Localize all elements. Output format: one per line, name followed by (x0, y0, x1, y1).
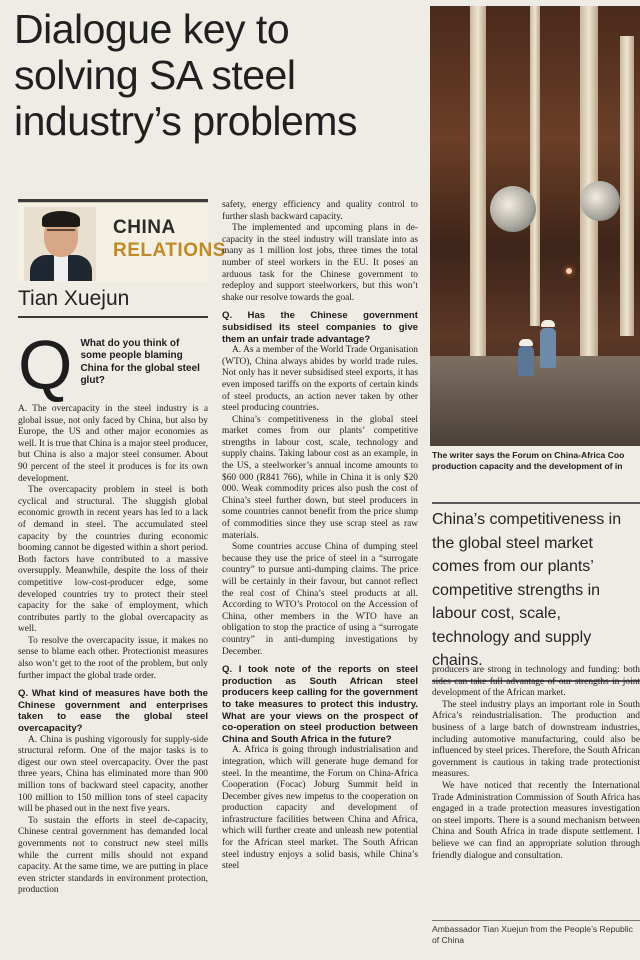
paragraph: To resolve the overcapacity issue, it makes no sense to blame each other. Protectionist measures also won’t get to the root of the problem, but only further impact the global trade order. (18, 635, 208, 681)
divider (18, 316, 208, 318)
question-4: Q. I took note of the reports on steel production as South African steel producers keep calling for the government to take measures to protect this industry. What are your views on the prospect of co-operation on steel production between China and South Africa in the future? (222, 664, 418, 745)
paragraph: A. As a member of the World Trade Organisation (WTO), China always abides by world trade rules. Not only has it never subsidised steel exports, it has even imposed tariffs on the exports of certain kinds of steel products, an action never taken by other steel producing countries. (222, 345, 418, 414)
question-1: What do you think of some people blaming China for the global steel glut? (80, 338, 200, 387)
pull-quote: China’s competitiveness in the global steel market comes from our plants’ competitive strengths in labour cost, scale, technology and supply chains. (432, 502, 640, 682)
paragraph: The overcapacity problem in steel is both cyclical and structural. The sluggish global economic growth in recent years has led to a lack of demand in steel. The accumulated steel capacity by the countries during economic booming cannot be digested within a short period. Both factors have contributed to a massive oversupply. Meanwhile, despite the loss of their competitive low-cost-producer edge, some developed countries try to protect their steel capacity for the sake of employment, which contributes partly to the global overcapacity as well. (18, 485, 208, 635)
drop-cap: Q (18, 332, 73, 404)
column-badge (18, 202, 226, 282)
question-2: Q. What kind of measures have both the Chinese government and enterprises taken to ease the global steel overcapacity? (18, 688, 208, 735)
paragraph: A. China is pushing vigorously for supply-side structural reform. One of the major tasks is to digest our own steel overcapacity. Over the past three years, China has eliminated more than 900 million tons of backward steel capacity, another 100 million to 150 million tons of steel capacity will be phased out in the next five years. (18, 734, 208, 815)
author-avatar (24, 207, 96, 281)
column-label-relations: RELATIONS (113, 240, 226, 261)
photo-caption: The writer says the Forum on China-Africa Coo production capacity and the development of in (432, 450, 625, 471)
paragraph: Some countries accuse China of dumping steel because they use the price of steel in a “surrogate country” to pursue anti-dumping claims. The price will be certainly in their favour, but cannot reflect the real cost of China’s steel products at all. According to WTO’s Protocol on the Accession of China, other members in the WTO have an obligation to stop the practice of using a “surrogate country” in anti-dumping investigations by December. (222, 542, 418, 657)
paragraph: The implemented and upcoming plans in de-capacity in the steel industry will translate into as many as 1 million lost jobs, three times the total number of steel workers in the EU. It poses an arduous task for the Chinese government to redeploy and support steelworkers, but this won’t shake our resolve towards the goal. (222, 223, 418, 303)
headline: Dialogue key to solving SA steel industry’s problems (14, 6, 357, 144)
paragraph: China’s competitiveness in the global steel market comes from our plants’ competitive strengths in labour cost, scale, technology and supply chains. Taking labour cost as an example, in the US, a steelworker’s annual income amounts to $60 000 (R841 766), while in China it is only $20 000. Weak commodity prices also push the cost of China’s steel further down, but steel producers in some countries cannot benefit from the price slump of commodities since they use scrap steel as raw materials. (222, 414, 418, 541)
author-name: Tian Xuejun (18, 287, 130, 310)
question-3: Q. Has the Chinese government subsidised its steel companies to give them an unfair trade advantage? (222, 310, 418, 345)
paragraph: A. Africa is going through industrialisation and integration, which will generate huge demand for steel. In the meantime, the Forum on China-Africa Cooperation (Focac) Joburg Summit held in December gives new impetus to the cooperation on production capacity and development of infrastructure facilities between China and Africa, which will further create and unleash new potential for the African steel market. The South African steel industry enjoys a solid basis, while China’s steel (222, 745, 418, 872)
paragraph: We have noticed that recently the International Trade Administration Commission of South Africa has engaged in a trade protection measures investigation on steel imports. There is a sound mechanism between China and South Africa in trade dispute settlement. I believe we can find an appropriate solution through friendly dialogue and consultation. (432, 780, 640, 861)
paragraph: The steel industry plays an important role in South Africa’s reindustrialisation. The production and business of a large batch of downstream industries, including automotive manufacturing, could also be influenced by steel prices. Therefore, the South African government is cautious in taking trade protectionist measures. (432, 699, 640, 780)
paragraph: safety, energy efficiency and quality control to further slash backward capacity. (222, 200, 418, 222)
article-column-3 (432, 665, 640, 915)
paragraph: To sustain the efforts in steel de-capacity, Chinese central government has demanded local governments not to construct new steel mills while the current mills should not expand capacity. At the same time, we are putting in place even stricter standards in environment protection, production (18, 815, 208, 896)
paragraph: producers are strong in technology and funding: both sides can take full advantage of our strengths in joint development of the African market. (432, 665, 640, 699)
article-column-2 (222, 200, 418, 960)
column-label-china: CHINA (113, 217, 176, 238)
article-column-1 (18, 332, 208, 960)
steel-plant-photo (430, 6, 640, 446)
paragraph: A. The overcapacity in the steel industry is a global issue, not only faced by China, but also by Europe, the US and other major economies as well. It is true that China is a major steel producer, but China is also a major steel consumer. About 90 percent of the steel it produces is for its own development. (18, 404, 208, 484)
author-footnote: Ambassador Tian Xuejun from the People’s Republic of China (432, 920, 640, 946)
